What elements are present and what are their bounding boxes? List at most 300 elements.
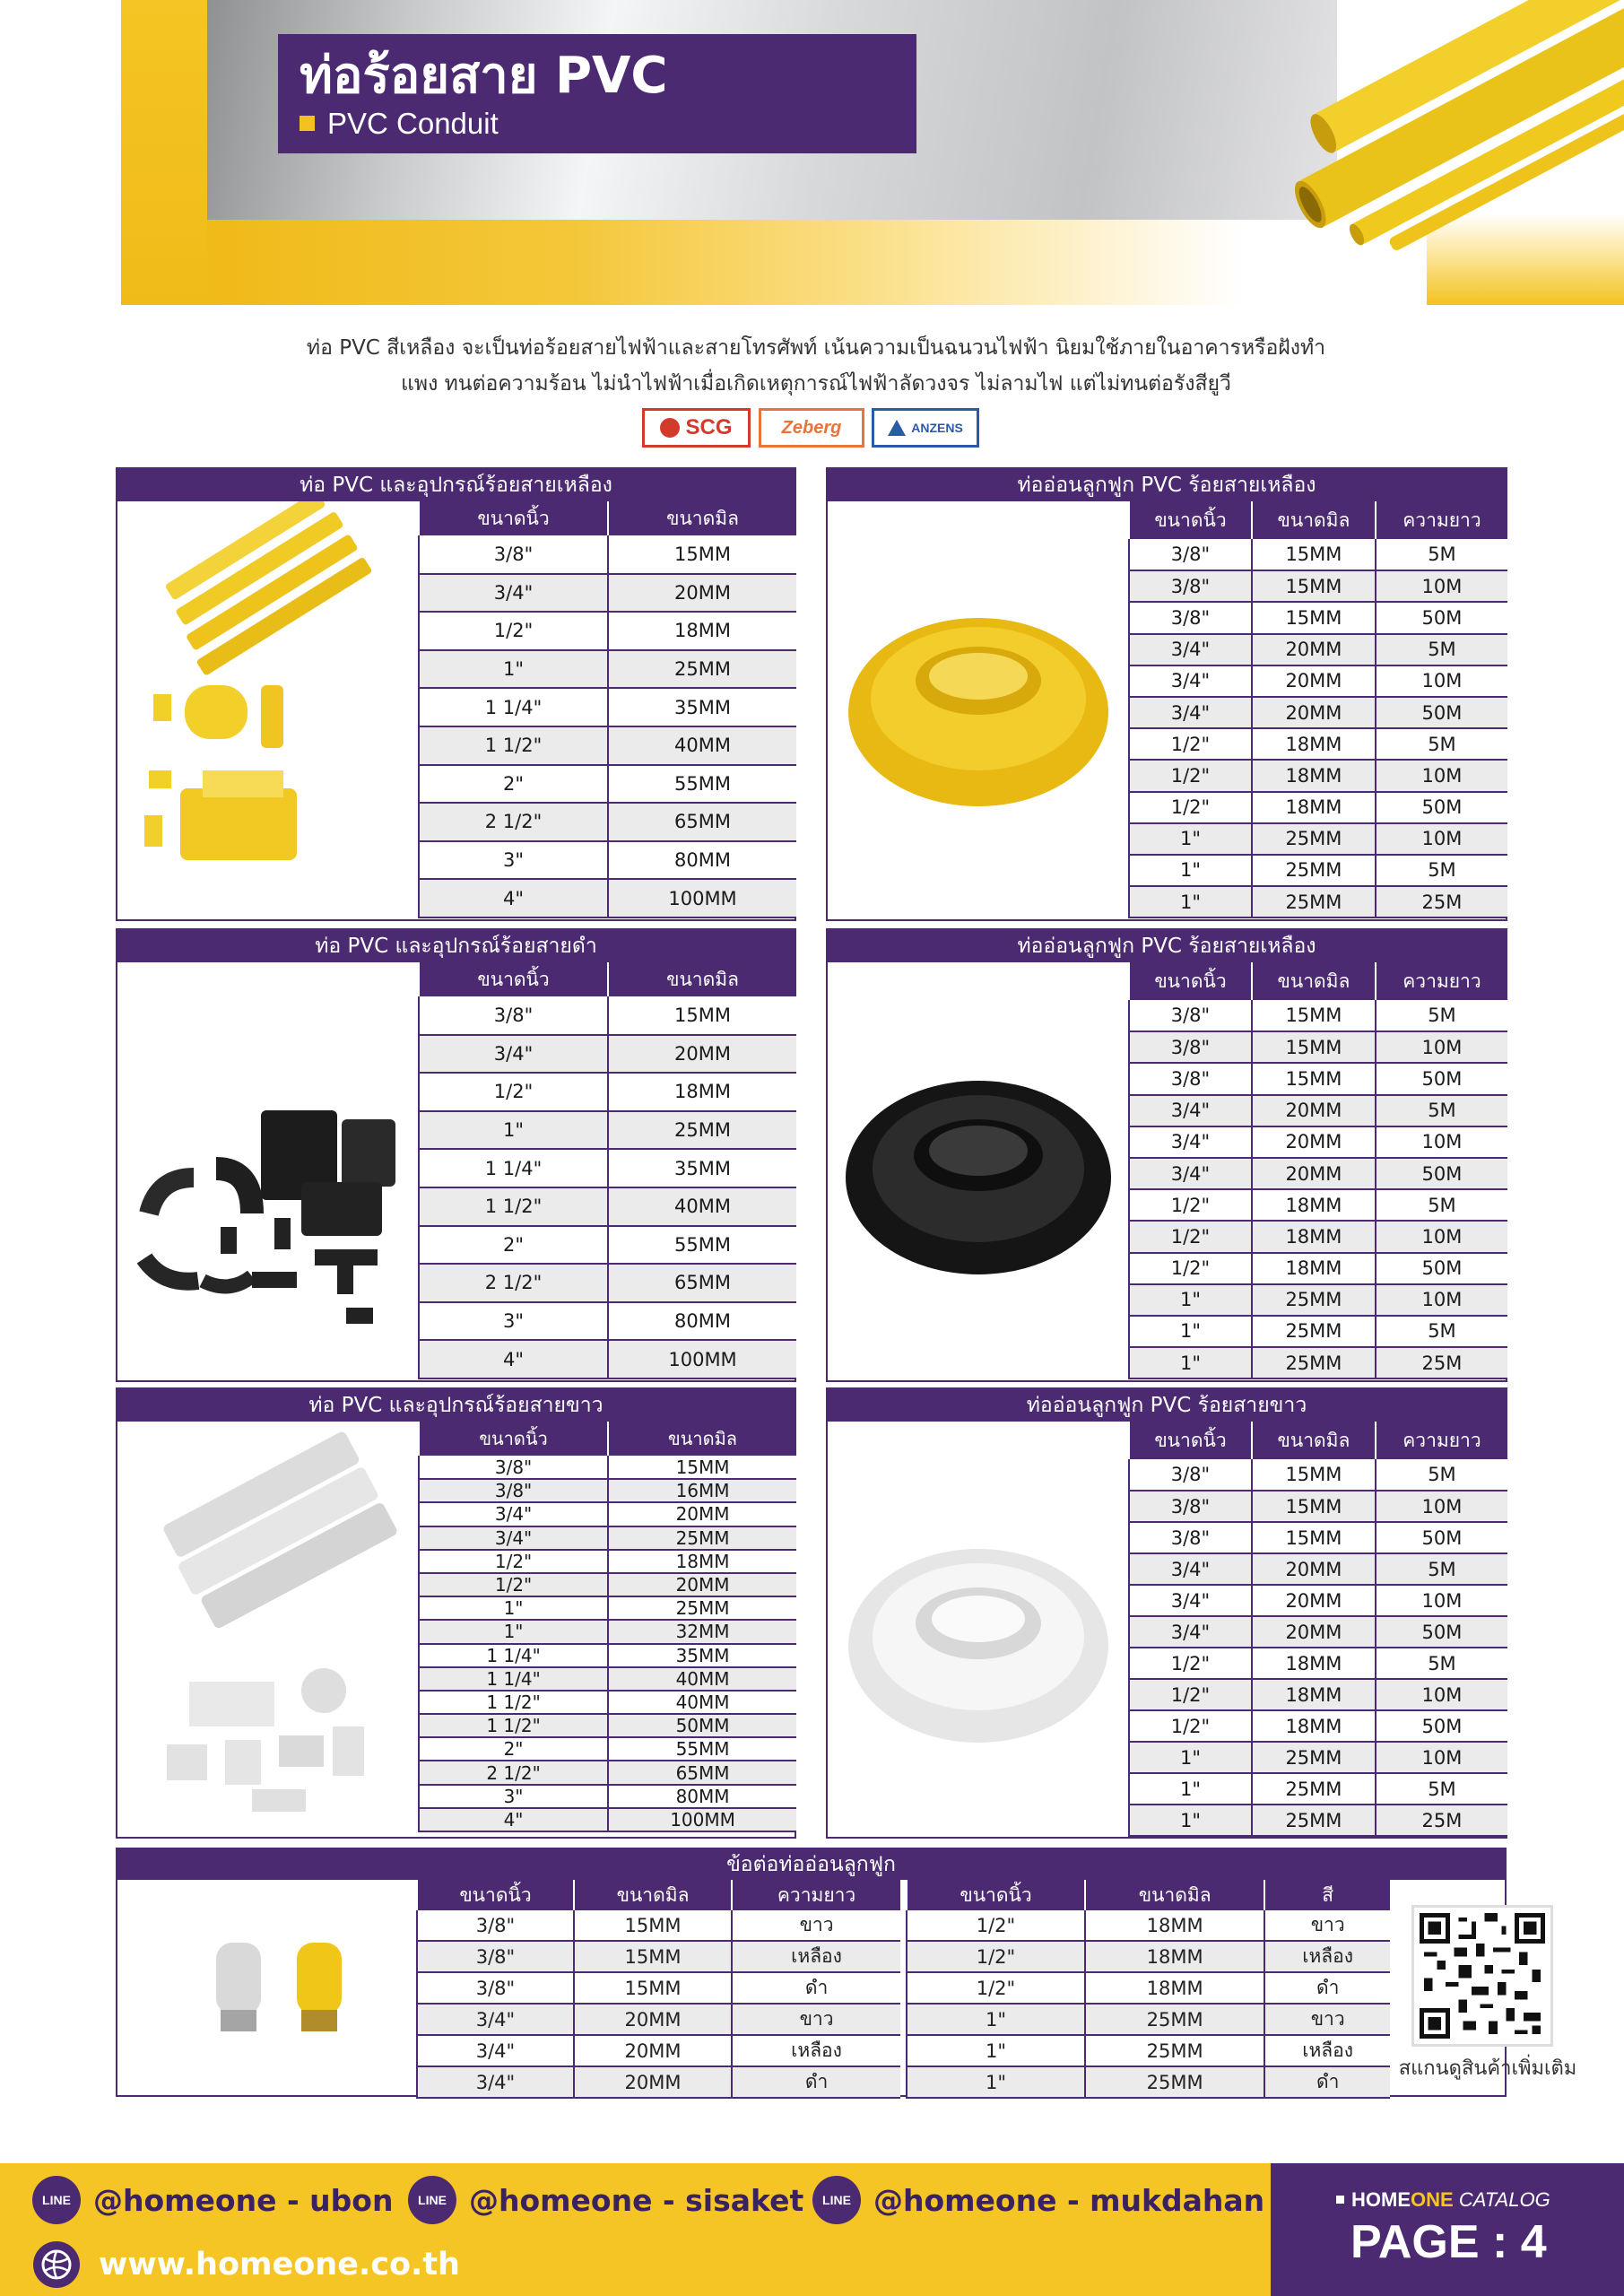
table-row xyxy=(1129,1316,1507,1347)
table-row xyxy=(419,1035,796,1074)
table-cell: 1/2" xyxy=(1129,1253,1252,1284)
brand-name: ANZENS xyxy=(911,421,963,435)
table-cell: 25MM xyxy=(1085,2004,1264,2035)
table-cell: 3/8" xyxy=(419,996,608,1035)
table-row xyxy=(1129,1459,1507,1491)
table-row xyxy=(419,1808,796,1831)
table-cell: 3/8" xyxy=(1129,539,1252,570)
table-row xyxy=(417,2066,900,2098)
table-cell: 3/4" xyxy=(1129,1158,1252,1189)
table-row xyxy=(1129,634,1507,665)
table-row xyxy=(419,1226,796,1265)
table-row xyxy=(1129,1095,1507,1126)
website-url: www.homeone.co.th xyxy=(99,2247,460,2283)
table-cell: 3" xyxy=(419,1785,608,1808)
table-cell: 25MM xyxy=(608,1111,796,1150)
table-row xyxy=(419,1737,796,1761)
table-cell: 25MM xyxy=(1252,855,1376,886)
table-cell: 1" xyxy=(907,2066,1085,2098)
table-cell: 1 1/4" xyxy=(419,1149,608,1187)
catalog-word: CATALOG xyxy=(1458,2188,1550,2211)
table-cell: 18MM xyxy=(1252,1189,1376,1221)
table-row xyxy=(907,2035,1390,2066)
table-row xyxy=(419,1456,796,1479)
table-cell: 5M xyxy=(1376,1095,1507,1126)
table-row xyxy=(419,688,796,726)
line-handle: @homeone - mukdahan xyxy=(873,2182,1265,2218)
table-cell: 65MM xyxy=(608,1264,796,1302)
black-rigid-table xyxy=(418,962,796,1379)
table-cell: 5M xyxy=(1376,1316,1507,1347)
table-cell: 16MM xyxy=(608,1479,796,1502)
table-cell: 3/8" xyxy=(417,1910,574,1941)
table-cell: 1 1/4" xyxy=(419,1644,608,1667)
panel-title: ท่อ PVC และอุปกรณ์ร้อยสายดำ xyxy=(117,930,795,962)
table-row xyxy=(419,1761,796,1784)
table-cell: 10M xyxy=(1376,1679,1507,1710)
table-cell: 2 1/2" xyxy=(419,803,608,841)
column-header: ความยาว xyxy=(732,1880,900,1910)
table-header-row xyxy=(417,1880,900,1910)
table-cell: 10M xyxy=(1376,665,1507,697)
table-cell: 3/8" xyxy=(417,1972,574,2004)
table-cell: ดำ xyxy=(732,1972,900,2004)
black-flexible-conduit-image xyxy=(828,962,1129,1380)
table-cell: 25M xyxy=(1376,886,1507,918)
table-cell: 25MM xyxy=(1085,2035,1264,2066)
table-cell: 10M xyxy=(1376,1585,1507,1616)
line-icon: LINE xyxy=(812,2176,861,2224)
table-cell: 1" xyxy=(907,2035,1085,2066)
table-cell: 5M xyxy=(1376,634,1507,665)
table-cell: 25MM xyxy=(1252,1347,1376,1378)
table-cell: 20MM xyxy=(574,2035,732,2066)
table-cell: 3/8" xyxy=(417,1941,574,1972)
table-cell: 1" xyxy=(1129,1347,1252,1378)
table-cell: 5M xyxy=(1376,728,1507,760)
intro-line-2: แพง ทนต่อความร้อน ไม่นำไฟฟ้าเมื่อเกิดเหตุการณ์ไฟฟ้าลัดวงจร ไม่ลามไฟ แต่ไม่ทนต่อรังสียูวี xyxy=(401,372,1231,396)
table-row xyxy=(1129,1347,1507,1378)
table-cell: 15MM xyxy=(1252,1491,1376,1522)
line-icon: LINE xyxy=(32,2176,81,2224)
column-header: ขนาดมิล xyxy=(608,1422,796,1456)
page-title: ท่อร้อยสาย PVC xyxy=(300,47,668,105)
table-row xyxy=(419,765,796,804)
table-row xyxy=(1129,1284,1507,1316)
brand-logo-anzens xyxy=(872,408,979,448)
page-subtitle xyxy=(300,106,895,142)
table-cell: 3/4" xyxy=(1129,1616,1252,1648)
table-row xyxy=(1129,539,1507,570)
column-header: ขนาดนิ้ว xyxy=(419,962,608,996)
table-row xyxy=(907,1910,1390,1941)
table-cell: 50M xyxy=(1376,792,1507,823)
table-row xyxy=(419,1302,796,1341)
panel-white-flex xyxy=(826,1387,1507,1839)
yellow-conduit-fittings-image xyxy=(117,501,419,919)
table-cell: 15MM xyxy=(1252,1459,1376,1491)
white-flexible-conduit-image xyxy=(828,1422,1129,1839)
column-header: ขนาดนิ้ว xyxy=(1129,501,1252,539)
table-cell: 25MM xyxy=(1252,886,1376,918)
table-cell: 1 1/2" xyxy=(419,726,608,765)
table-cell: 10M xyxy=(1376,1742,1507,1773)
table-cell: 100MM xyxy=(608,879,796,918)
table-cell: 3/8" xyxy=(1129,1031,1252,1063)
table-row xyxy=(1129,855,1507,886)
column-header: ความยาว xyxy=(1376,962,1507,1000)
brand-logo-zeberg xyxy=(759,408,864,448)
table-cell: 1 1/2" xyxy=(419,1714,608,1737)
table-row xyxy=(419,1714,796,1737)
table-cell: 35MM xyxy=(608,1644,796,1667)
panel-flex-fittings xyxy=(116,1848,1507,2097)
table-cell: 1/2" xyxy=(907,1972,1085,2004)
table-row xyxy=(419,1644,796,1667)
table-row xyxy=(419,879,796,918)
table-cell: 5M xyxy=(1376,855,1507,886)
table-cell: 35MM xyxy=(608,1149,796,1187)
table-cell: 1/2" xyxy=(419,1573,608,1596)
fittings-table-right xyxy=(906,1880,1390,2099)
table-row xyxy=(419,1596,796,1620)
table-row xyxy=(1129,1063,1507,1094)
table-cell: 20MM xyxy=(608,1035,796,1074)
table-cell: 3/4" xyxy=(1129,1126,1252,1158)
table-cell: 10M xyxy=(1376,760,1507,791)
table-cell: 18MM xyxy=(1252,728,1376,760)
table-row xyxy=(417,1941,900,1972)
website-link[interactable] xyxy=(32,2239,460,2290)
white-conduit-fittings-image xyxy=(117,1422,419,1839)
table-cell: 20MM xyxy=(1252,665,1376,697)
table-cell: 15MM xyxy=(574,1972,732,2004)
table-cell: 55MM xyxy=(608,765,796,804)
table-header-row xyxy=(419,501,796,535)
table-cell: 50M xyxy=(1376,602,1507,633)
qr-caption: สแกนดูสินค้าเพิ่มเติม xyxy=(1398,2057,1577,2080)
column-header: ขนาดมิล xyxy=(1252,501,1376,539)
table-cell: 50M xyxy=(1376,1616,1507,1648)
table-row xyxy=(1129,1742,1507,1773)
table-cell: 15MM xyxy=(1252,1031,1376,1063)
table-cell: 1/2" xyxy=(1129,760,1252,791)
table-cell: 18MM xyxy=(1252,1710,1376,1742)
table-row xyxy=(1129,665,1507,697)
table-cell: 15MM xyxy=(1252,539,1376,570)
table-cell: ขาว xyxy=(732,2004,900,2035)
table-row xyxy=(1129,1710,1507,1742)
table-row xyxy=(1129,697,1507,728)
table-cell: 4" xyxy=(419,1340,608,1378)
line-link-ubon[interactable] xyxy=(32,2178,393,2222)
table-cell: 1/2" xyxy=(1129,1221,1252,1252)
table-row xyxy=(1129,1158,1507,1189)
table-cell: 65MM xyxy=(608,1761,796,1784)
table-cell: 100MM xyxy=(608,1808,796,1831)
table-cell: 3/4" xyxy=(419,1035,608,1074)
column-header: ขนาดนิ้ว xyxy=(1129,1422,1252,1459)
table-cell: 20MM xyxy=(574,2066,732,2098)
table-cell: 15MM xyxy=(574,1910,732,1941)
table-cell: 3/4" xyxy=(1129,1585,1252,1616)
table-row xyxy=(417,2004,900,2035)
table-cell: 25MM xyxy=(1252,823,1376,855)
table-row xyxy=(419,1526,796,1550)
table-cell: 3/8" xyxy=(419,1456,608,1479)
table-row xyxy=(907,2066,1390,2098)
table-cell: 1/2" xyxy=(1129,792,1252,823)
table-header-row xyxy=(419,1422,796,1456)
table-cell: 2" xyxy=(419,1226,608,1265)
column-header: ขนาดมิล xyxy=(1252,1422,1376,1459)
table-header-row xyxy=(1129,962,1507,1000)
brand-logo-scg xyxy=(642,408,751,448)
table-row xyxy=(1129,1616,1507,1648)
table-cell: 15MM xyxy=(1252,602,1376,633)
table-cell: 15MM xyxy=(574,1941,732,1972)
intro-line-1: ท่อ PVC สีเหลือง จะเป็นท่อร้อยสายไฟฟ้าและสายโทรศัพท์ เน้นความเป็นฉนวนไฟฟ้า นิยมใช้ภายในอาคารหรือฝังทำ xyxy=(306,336,1326,360)
table-row xyxy=(1129,728,1507,760)
table-cell: 10M xyxy=(1376,1126,1507,1158)
table-cell: ดำ xyxy=(1264,1972,1390,2004)
table-row xyxy=(1129,1679,1507,1710)
table-cell: 15MM xyxy=(608,996,796,1035)
table-cell: 20MM xyxy=(574,2004,732,2035)
panel-title: ท่ออ่อนลูกฟูก PVC ร้อยสายขาว xyxy=(828,1389,1506,1422)
table-cell: 3/8" xyxy=(1129,1063,1252,1094)
table-cell: 3/4" xyxy=(1129,1553,1252,1585)
table-row xyxy=(419,1573,796,1596)
line-handle: @homeone - ubon xyxy=(93,2182,394,2218)
table-cell: 1 1/2" xyxy=(419,1691,608,1714)
table-row xyxy=(1129,886,1507,918)
column-header: ขนาดนิ้ว xyxy=(417,1880,574,1910)
table-cell: 20MM xyxy=(608,1502,796,1526)
table-cell: 65MM xyxy=(608,803,796,841)
anzens-icon xyxy=(888,420,906,436)
table-cell: 5M xyxy=(1376,1189,1507,1221)
table-cell: 10M xyxy=(1376,1284,1507,1316)
table-cell: 50M xyxy=(1376,1710,1507,1742)
column-header: ขนาดมิล xyxy=(1252,962,1376,1000)
table-cell: 50M xyxy=(1376,1158,1507,1189)
table-cell: 10M xyxy=(1376,1031,1507,1063)
black-conduit-fittings-image xyxy=(117,962,419,1380)
yellow-flex-table xyxy=(1128,501,1507,918)
table-cell: 55MM xyxy=(608,1226,796,1265)
table-cell: 20MM xyxy=(608,574,796,613)
table-cell: 20MM xyxy=(1252,1616,1376,1648)
catalog-one: ONE xyxy=(1411,2188,1454,2211)
column-header: ขนาดมิล xyxy=(574,1880,732,1910)
table-cell: 40MM xyxy=(608,726,796,765)
line-handle: @homeone - sisaket xyxy=(469,2182,804,2218)
table-cell: 3/8" xyxy=(1129,1491,1252,1522)
table-cell: 25M xyxy=(1376,1805,1507,1836)
table-cell: 10M xyxy=(1376,1221,1507,1252)
table-header-row xyxy=(419,962,796,996)
table-cell: 1/2" xyxy=(419,1073,608,1111)
table-row xyxy=(419,1111,796,1150)
table-cell: 1 1/4" xyxy=(419,688,608,726)
column-header: ขนาดมิล xyxy=(1085,1880,1264,1910)
table-row xyxy=(417,2035,900,2066)
table-cell: 3/4" xyxy=(1129,665,1252,697)
page-number: PAGE : 4 xyxy=(1350,2216,1547,2268)
table-cell: 5M xyxy=(1376,1459,1507,1491)
table-cell: 25MM xyxy=(608,1526,796,1550)
panel-black-rigid xyxy=(116,928,796,1382)
line-link-sisaket[interactable] xyxy=(408,2178,803,2222)
panel-title: ท่ออ่อนลูกฟูก PVC ร้อยสายเหลือง xyxy=(828,930,1506,962)
table-cell: 80MM xyxy=(608,841,796,880)
table-cell: 5M xyxy=(1376,539,1507,570)
table-cell: 18MM xyxy=(1085,1972,1264,2004)
table-cell: 1" xyxy=(1129,1316,1252,1347)
table-row xyxy=(419,1073,796,1111)
table-cell: 40MM xyxy=(608,1691,796,1714)
table-cell: 3/4" xyxy=(417,2004,574,2035)
table-cell: 5M xyxy=(1376,1553,1507,1585)
table-cell: 4" xyxy=(419,1808,608,1831)
table-cell: ขาว xyxy=(1264,1910,1390,1941)
table-cell: 25MM xyxy=(1252,1316,1376,1347)
table-cell: 5M xyxy=(1376,1000,1507,1031)
table-cell: 50M xyxy=(1376,697,1507,728)
table-cell: เหลือง xyxy=(732,2035,900,2066)
table-cell: 3/4" xyxy=(417,2035,574,2066)
table-cell: 3/8" xyxy=(1129,1459,1252,1491)
table-cell: 25MM xyxy=(608,650,796,689)
table-cell: 1/2" xyxy=(1129,1679,1252,1710)
table-cell: 80MM xyxy=(608,1785,796,1808)
table-cell: 15MM xyxy=(608,535,796,574)
qr-code-icon xyxy=(1414,1908,1550,2044)
table-cell: 25MM xyxy=(1252,1742,1376,1773)
table-cell: ขาว xyxy=(1264,2004,1390,2035)
table-row xyxy=(417,1910,900,1941)
table-cell: 1" xyxy=(419,650,608,689)
fittings-table-left xyxy=(416,1880,900,2099)
table-cell: 20MM xyxy=(1252,634,1376,665)
table-cell: 5M xyxy=(1376,1648,1507,1679)
table-row xyxy=(419,1149,796,1187)
table-cell: 3/4" xyxy=(1129,697,1252,728)
scg-icon xyxy=(660,418,680,438)
table-row xyxy=(419,841,796,880)
table-cell: 35MM xyxy=(608,688,796,726)
table-cell: 18MM xyxy=(608,612,796,650)
table-cell: 1" xyxy=(419,1596,608,1620)
table-cell: 18MM xyxy=(608,1550,796,1573)
brand-name: SCG xyxy=(685,415,733,439)
table-cell: 18MM xyxy=(1252,760,1376,791)
table-cell: 1" xyxy=(1129,1805,1252,1836)
square-bullet-icon xyxy=(300,116,315,131)
table-cell: 1/2" xyxy=(1129,1710,1252,1742)
table-cell: 3/8" xyxy=(1129,1522,1252,1553)
table-cell: 1/2" xyxy=(907,1910,1085,1941)
panel-black-flex xyxy=(826,928,1507,1382)
catalog-label xyxy=(1336,2188,1550,2212)
table-cell: 1" xyxy=(1129,886,1252,918)
banner-yellow-strip xyxy=(121,0,207,305)
table-cell: 18MM xyxy=(1252,1679,1376,1710)
column-header: สี xyxy=(1264,1880,1390,1910)
white-rigid-table xyxy=(418,1422,796,1832)
table-cell: 3/8" xyxy=(1129,1000,1252,1031)
column-header: ขนาดนิ้ว xyxy=(419,501,608,535)
table-row xyxy=(1129,1522,1507,1553)
panel-yellow-flex xyxy=(826,467,1507,921)
table-cell: 5M xyxy=(1376,1773,1507,1805)
table-row xyxy=(1129,1189,1507,1221)
table-cell: 1" xyxy=(1129,1773,1252,1805)
table-cell: 3/4" xyxy=(419,1526,608,1550)
table-row xyxy=(1129,1805,1507,1836)
square-bullet-icon xyxy=(1336,2196,1344,2204)
table-cell: 10M xyxy=(1376,823,1507,855)
table-row xyxy=(1129,1553,1507,1585)
line-link-mukdahan[interactable] xyxy=(812,2178,1264,2222)
table-row xyxy=(419,1264,796,1302)
globe-icon xyxy=(32,2240,81,2289)
subtitle-text: PVC Conduit xyxy=(327,107,499,140)
table-cell: 20MM xyxy=(608,1573,796,1596)
table-cell: 3/4" xyxy=(419,574,608,613)
table-cell: 18MM xyxy=(608,1073,796,1111)
table-row xyxy=(1129,760,1507,791)
table-cell: 40MM xyxy=(608,1667,796,1691)
table-cell: 15MM xyxy=(608,1456,796,1479)
table-cell: 25MM xyxy=(608,1596,796,1620)
brand-name: Zeberg xyxy=(781,417,842,438)
table-row xyxy=(907,1972,1390,2004)
table-row xyxy=(1129,1585,1507,1616)
table-row xyxy=(419,803,796,841)
black-flex-table xyxy=(1128,962,1507,1379)
table-cell: 20MM xyxy=(1252,1553,1376,1585)
table-cell: 20MM xyxy=(1252,1095,1376,1126)
table-row xyxy=(419,1550,796,1573)
table-cell: ดำ xyxy=(1264,2066,1390,2098)
table-cell: 55MM xyxy=(608,1737,796,1761)
banner-yellow-band xyxy=(207,220,1427,305)
table-cell: 1 1/2" xyxy=(419,1187,608,1226)
table-cell: 50M xyxy=(1376,1063,1507,1094)
table-header-row xyxy=(907,1880,1390,1910)
panel-title: ท่ออ่อนลูกฟูก PVC ร้อยสายเหลือง xyxy=(828,469,1506,501)
table-cell: 4" xyxy=(419,879,608,918)
table-cell: 15MM xyxy=(1252,1063,1376,1094)
table-cell: 1" xyxy=(907,2004,1085,2035)
table-row xyxy=(419,535,796,574)
table-cell: 15MM xyxy=(1252,570,1376,602)
table-cell: 1/2" xyxy=(1129,728,1252,760)
table-cell: เหลือง xyxy=(732,1941,900,1972)
table-row xyxy=(419,1620,796,1643)
table-cell: 2" xyxy=(419,1737,608,1761)
table-row xyxy=(1129,1221,1507,1252)
table-row xyxy=(419,1479,796,1502)
table-cell: 25M xyxy=(1376,1347,1507,1378)
table-cell: 15MM xyxy=(1252,1522,1376,1553)
panel-title: ท่อ PVC และอุปกรณ์ร้อยสายขาว xyxy=(117,1389,795,1422)
table-cell: 2 1/2" xyxy=(419,1264,608,1302)
column-header: ขนาดนิ้ว xyxy=(907,1880,1085,1910)
table-row xyxy=(1129,1126,1507,1158)
